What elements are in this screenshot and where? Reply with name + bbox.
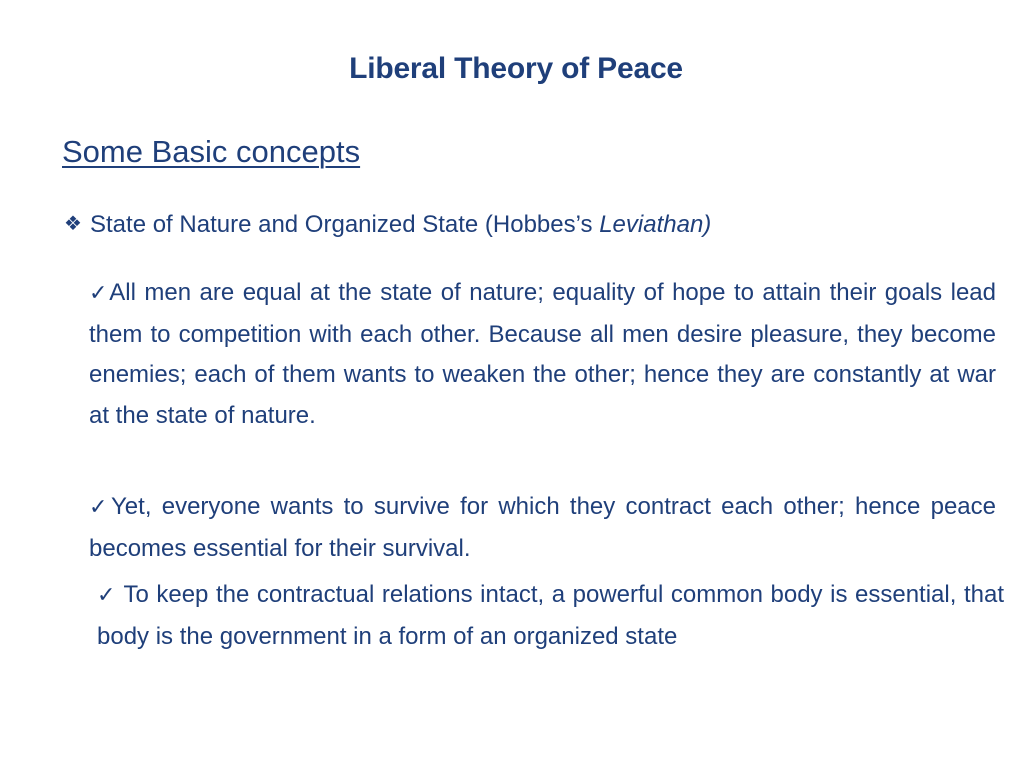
checkmark-icon: ✓ bbox=[89, 495, 111, 520]
point-3-text: To keep the contractual relations intact, a powerful common body is essential, that body is the government in a form of an organized state bbox=[97, 581, 1004, 650]
point-3 bbox=[97, 575, 1004, 657]
checkmark-icon: ✓ bbox=[97, 583, 117, 608]
main-bullet bbox=[64, 211, 711, 239]
slide-title: Liberal Theory of Peace bbox=[349, 52, 683, 85]
point-1 bbox=[89, 273, 996, 436]
checkmark-icon: ✓ bbox=[89, 281, 110, 306]
diamond-bullet-icon: ❖ bbox=[64, 213, 82, 235]
point-1-text: All men are equal at the state of nature; equality of hope to attain their goals lead them to competition with each other. Because all men desire pleasure, they become enemies; each of them wants to weaken the other; hence they are constantly at war at the state of nature. bbox=[89, 279, 996, 429]
main-bullet-text: State of Nature and Organized State (Hobbes’s bbox=[90, 211, 600, 238]
point-2 bbox=[89, 487, 996, 569]
point-2-text: Yet, everyone wants to survive for which they contract each other; hence peace becomes essential for their survival. bbox=[89, 493, 996, 562]
slide-subtitle: Some Basic concepts bbox=[62, 134, 361, 169]
main-bullet-italic-text: Leviathan) bbox=[599, 211, 712, 238]
